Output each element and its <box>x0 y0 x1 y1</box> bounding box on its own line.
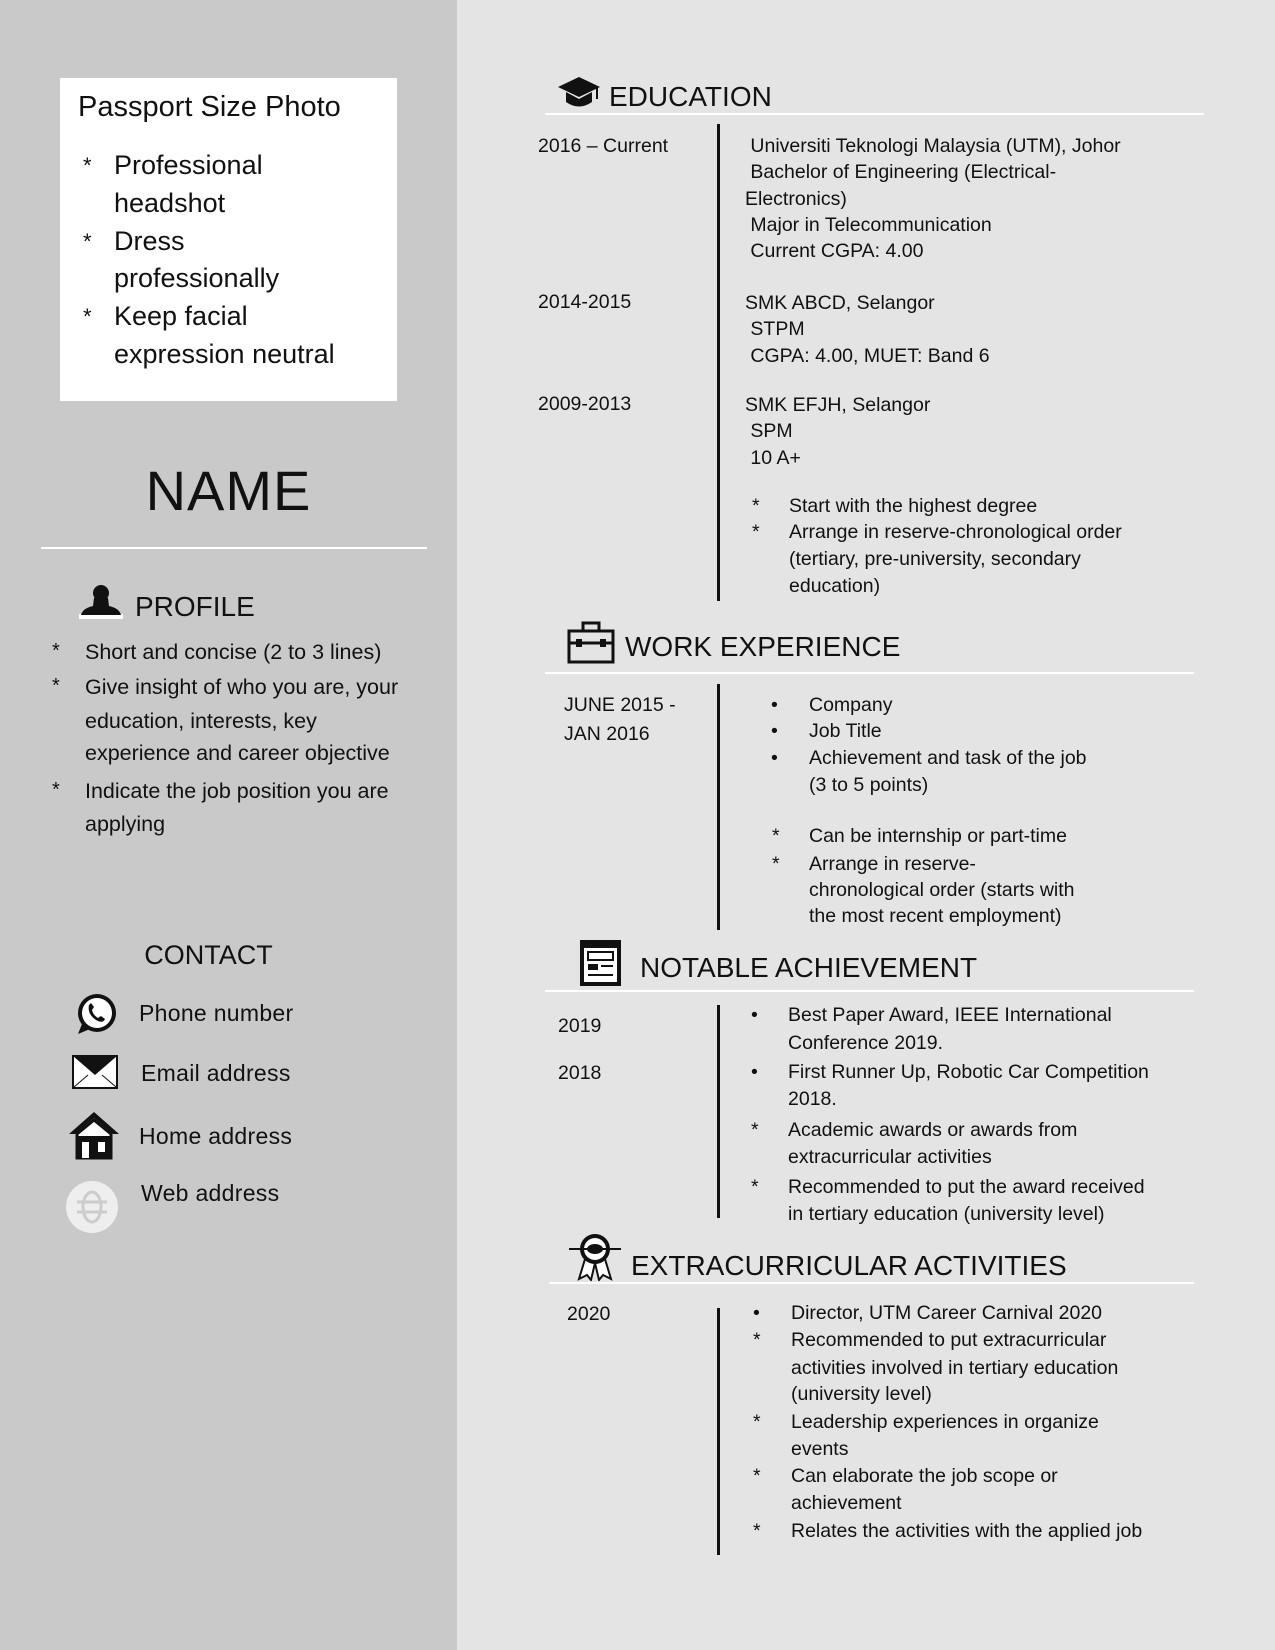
extracurricular-line: Director, UTM Career Carnival 2020 <box>791 1302 1103 1324</box>
work-tip-line: Can be internship or part-time <box>809 825 1067 847</box>
education-detail-line: Current CGPA: 4.00 <box>745 240 924 263</box>
bullet-asterisk: * <box>752 521 760 543</box>
work-item-line: Achievement and task of the job <box>809 747 1087 769</box>
bullet-asterisk: * <box>751 1119 759 1141</box>
envelope-icon <box>72 1055 118 1089</box>
profile-tip-line: Short and concise (2 to 3 lines) <box>85 640 382 664</box>
photo-tip-line: Professional <box>114 150 263 180</box>
work-date: JUNE 2015 - <box>564 694 676 716</box>
achievement-date: 2018 <box>558 1062 602 1084</box>
education-detail-line: SPM <box>745 420 793 443</box>
photo-tip-line: Dress <box>114 226 185 256</box>
person-icon <box>79 584 123 620</box>
education-detail-line: 10 A+ <box>745 446 801 469</box>
extracurricular-line: Can elaborate the job scope or <box>791 1465 1058 1487</box>
bullet-asterisk: * <box>753 1329 761 1351</box>
education-detail-line: Universiti Teknologi Malaysia (UTM), Johor <box>745 135 1121 157</box>
bullet-asterisk: * <box>52 675 60 697</box>
achievement-title: NOTABLE ACHIEVEMENT <box>640 952 978 983</box>
extracurricular-title: EXTRACURRICULAR ACTIVITIES <box>631 1250 1067 1281</box>
work-tip-line: Arrange in reserve- <box>809 853 976 875</box>
work-title: WORK EXPERIENCE <box>625 631 901 662</box>
education-date: 2016 – Current <box>538 135 669 157</box>
profile-tip-line: experience and career objective <box>85 741 390 765</box>
contact-title: CONTACT <box>144 940 273 970</box>
education-tip-line: Start with the highest degree <box>789 495 1038 517</box>
education-detail-line: Bachelor of Engineering (Electrical- <box>745 161 1057 184</box>
education-tip-line: (tertiary, pre-university, secondary <box>789 548 1081 570</box>
bullet-asterisk: * <box>52 779 60 801</box>
bullet-dot: • <box>771 720 778 742</box>
contact-house-label: Home address <box>139 1123 293 1149</box>
work-tip-line: the most recent employment) <box>809 905 1062 927</box>
bullet-asterisk: * <box>753 1520 761 1542</box>
work-item-line: Job Title <box>809 720 882 742</box>
bullet-asterisk: * <box>772 825 780 847</box>
extracurricular-line: events <box>791 1438 849 1460</box>
education-timeline <box>717 124 720 601</box>
education-detail-line: STPM <box>745 318 805 341</box>
bullet-dot: • <box>771 747 778 769</box>
education-detail-line: SMK EFJH, Selangor <box>745 394 931 416</box>
profile-tip-line: Give insight of who you are, your <box>85 675 399 699</box>
globe-icon <box>65 1180 119 1234</box>
contact-whatsapp-phone-label: Phone number <box>139 1000 294 1026</box>
name-divider <box>41 547 427 549</box>
contact-globe-label: Web address <box>141 1180 280 1206</box>
photo-tip-line: Keep facial <box>114 301 248 331</box>
photo-tip-line: headshot <box>114 188 226 218</box>
extracurricular-line: Leadership experiences in organize <box>791 1411 1099 1433</box>
achievement-line: First Runner Up, Robotic Car Competition <box>788 1061 1149 1083</box>
education-detail-line: SMK ABCD, Selangor <box>745 292 935 314</box>
achievement-line: Academic awards or awards from <box>788 1119 1078 1141</box>
bullet-dot: • <box>751 1061 758 1083</box>
work-item-line: Company <box>809 694 893 716</box>
bullet-asterisk: * <box>52 640 60 662</box>
bullet-asterisk: * <box>753 1465 761 1487</box>
achievement-divider <box>545 990 1194 992</box>
profile-tip-line: education, interests, key <box>85 709 317 733</box>
bullet-asterisk: * <box>83 229 92 254</box>
contact-envelope-label: Email address <box>141 1060 291 1086</box>
extracurricular-timeline <box>717 1308 720 1555</box>
education-tip-line: Arrange in reserve-chronological order <box>789 521 1122 543</box>
achievement-line: in tertiary education (university level) <box>788 1203 1105 1225</box>
achievement-line: Recommended to put the award received <box>788 1176 1145 1198</box>
education-detail-line: Major in Telecommunication <box>745 213 992 236</box>
bullet-asterisk: * <box>751 1176 759 1198</box>
candidate-name: NAME <box>145 459 312 522</box>
bullet-asterisk: * <box>753 1411 761 1433</box>
briefcase-icon <box>567 621 615 664</box>
education-detail-line: CGPA: 4.00, MUET: Band 6 <box>745 344 990 367</box>
graduation-cap-icon <box>557 75 601 111</box>
whatsapp-phone-icon <box>74 992 118 1036</box>
achievement-timeline <box>717 1005 720 1218</box>
extracurricular-divider <box>549 1282 1194 1284</box>
bullet-asterisk: * <box>772 853 780 875</box>
award-badge-icon <box>567 1233 623 1281</box>
photo-title: Passport Size Photo <box>78 91 341 123</box>
work-divider <box>545 672 1194 674</box>
education-title: EDUCATION <box>609 81 772 112</box>
profile-title: PROFILE <box>135 591 255 622</box>
work-timeline <box>717 684 720 930</box>
achievement-line: Conference 2019. <box>788 1032 944 1054</box>
extracurricular-line: Relates the activities with the applied job <box>791 1520 1143 1542</box>
education-date: 2009-2013 <box>538 393 632 415</box>
house-icon <box>67 1110 121 1160</box>
bullet-asterisk: * <box>83 153 92 178</box>
education-detail-line: Electronics) <box>745 187 847 210</box>
work-item-line: (3 to 5 points) <box>809 774 929 796</box>
education-tip-line: education) <box>789 575 881 597</box>
extracurricular-line: Recommended to put extracurricular <box>791 1329 1107 1351</box>
achievement-line: Best Paper Award, IEEE International <box>788 1004 1112 1026</box>
bullet-dot: • <box>751 1004 758 1026</box>
photo-tip-line: professionally <box>114 263 280 293</box>
work-tip-line: chronological order (starts with <box>809 879 1075 901</box>
bullet-dot: • <box>753 1302 760 1324</box>
education-divider <box>545 113 1204 115</box>
extracurricular-date: 2020 <box>567 1303 611 1325</box>
photo-tip-line: expression neutral <box>114 339 335 369</box>
bullet-asterisk: * <box>752 495 760 517</box>
work-date: JAN 2016 <box>564 723 650 745</box>
certificate-icon <box>579 939 622 987</box>
profile-tip-line: Indicate the job position you are <box>85 779 389 803</box>
extracurricular-line: achievement <box>791 1492 902 1514</box>
achievement-date: 2019 <box>558 1015 602 1037</box>
bullet-dot: • <box>771 694 778 716</box>
extracurricular-line: activities involved in tertiary education <box>791 1357 1119 1379</box>
achievement-line: extracurricular activities <box>788 1146 992 1168</box>
extracurricular-line: (university level) <box>791 1383 932 1405</box>
education-date: 2014-2015 <box>538 291 632 313</box>
achievement-line: 2018. <box>788 1088 837 1110</box>
bullet-asterisk: * <box>83 304 92 329</box>
profile-tip-line: applying <box>85 812 166 836</box>
